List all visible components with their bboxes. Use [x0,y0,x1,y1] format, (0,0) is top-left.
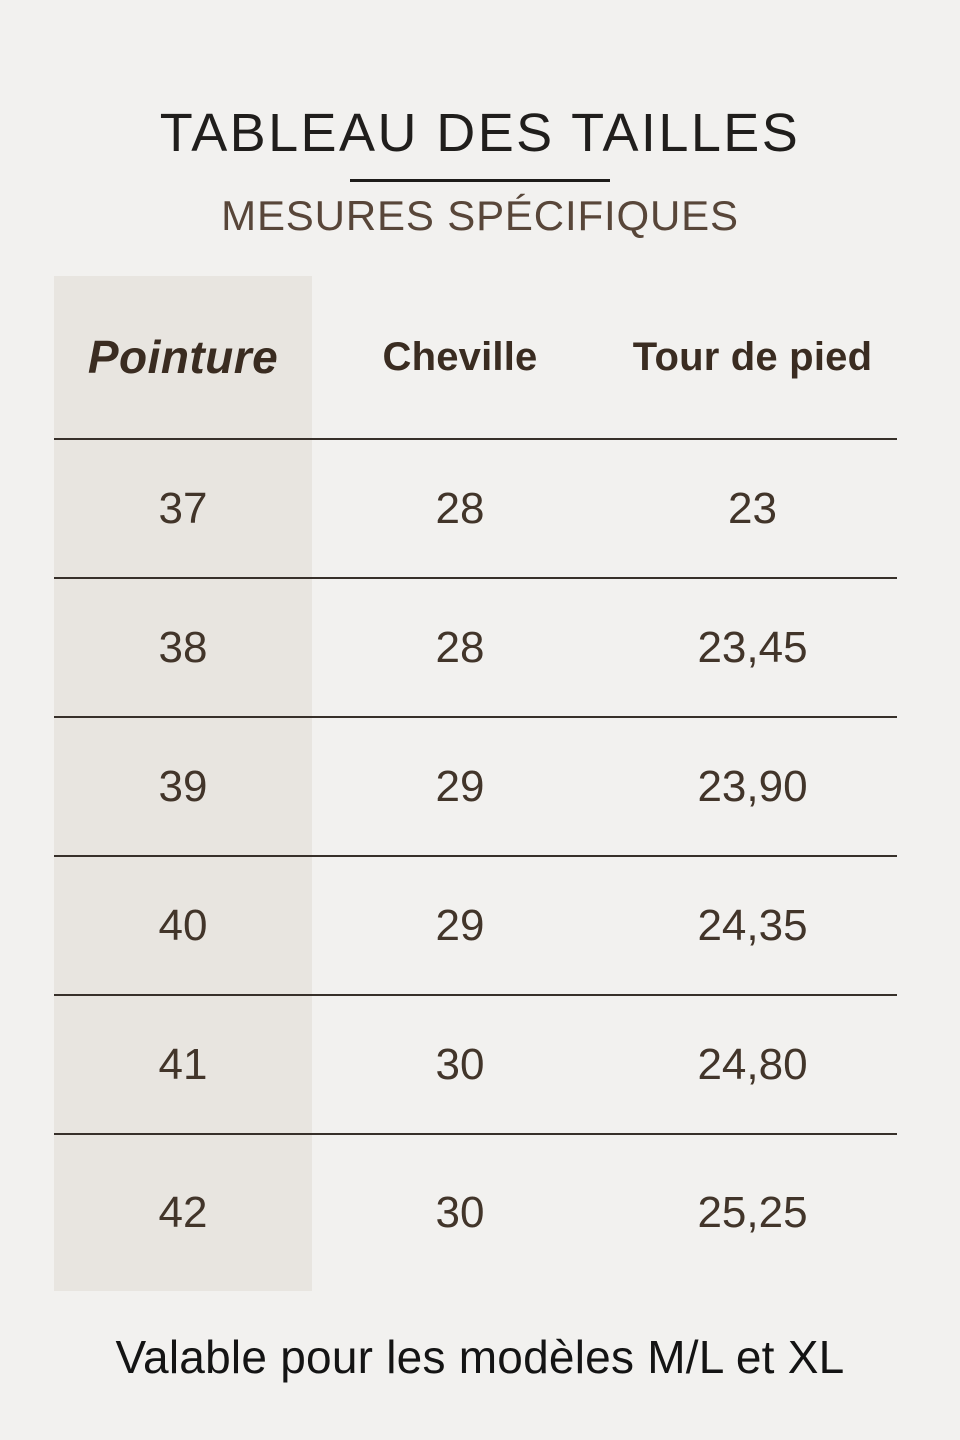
cell-pointure: 37 [54,439,312,578]
cell-cheville: 30 [435,1039,485,1089]
cell-pointure: 41 [54,995,312,1134]
table-row [54,439,897,578]
cell-cheville: 28 [435,622,485,672]
cell-cheville: 29 [435,761,485,811]
cell-tour-de-pied: 23 [728,483,777,533]
title-underline [350,179,610,182]
cell-tour-de-pied: 25,25 [697,1188,808,1237]
table-row [54,578,897,717]
column-header-tour-de-pied: Tour de pied [632,334,873,379]
page-title: TABLEAU DES TAILLES [159,103,801,163]
footer-note: Valable pour les modèles M/L et XL [115,1331,845,1383]
cell-tour-de-pied: 24,80 [697,1039,808,1089]
cell-cheville: 29 [435,900,485,950]
page-subtitle: MESURES SPÉCIFIQUES [221,192,739,239]
size-chart-table [54,276,897,1291]
cell-tour-de-pied: 24,35 [697,900,808,950]
cell-cheville: 30 [435,1188,485,1237]
cell-pointure: 39 [54,717,312,856]
column-header-cheville: Cheville [382,334,538,379]
cell-pointure: 40 [54,856,312,995]
cell-tour-de-pied: 23,90 [697,761,808,811]
table-row [54,1134,897,1291]
cell-cheville: 28 [435,483,485,533]
table-header-row [54,276,897,439]
table-row [54,856,897,995]
table-row [54,995,897,1134]
table-row [54,717,897,856]
column-header-pointure: Pointure [54,276,312,439]
cell-pointure: 42 [54,1134,312,1291]
cell-tour-de-pied: 23,45 [697,622,808,672]
cell-pointure: 38 [54,578,312,717]
